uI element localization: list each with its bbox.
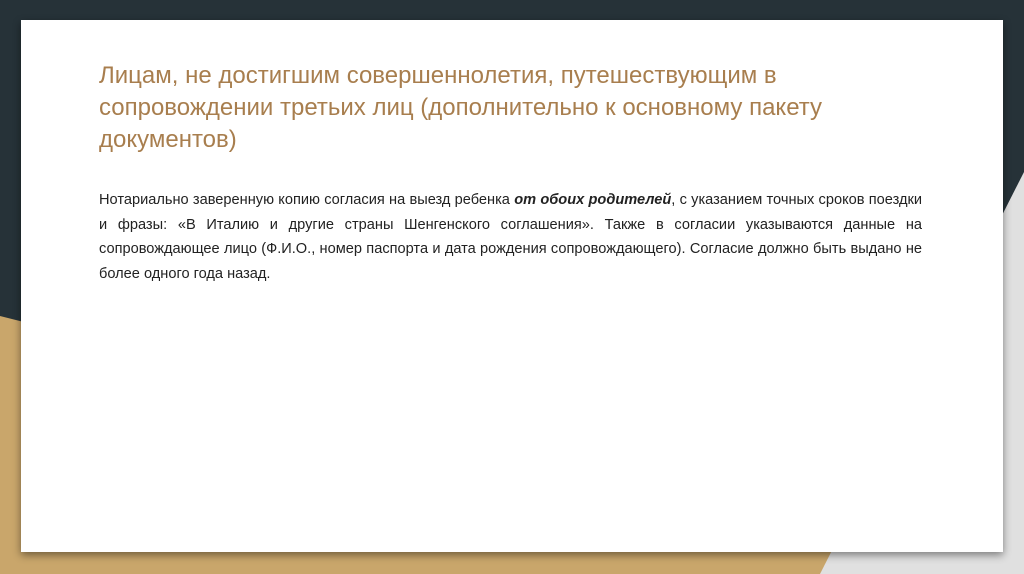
slide-paragraph bbox=[99, 188, 922, 286]
paragraph-emphasis: от обоих родителей bbox=[514, 192, 672, 208]
paragraph-text-start: Нотариально заверенную копию согласия на выезд ребенка bbox=[99, 192, 515, 208]
slide-card bbox=[21, 20, 1003, 552]
paragraph-text-end: , с указанием точных сроков поездки и фразы: «В Италию и другие страны Шенгенского соглашения». Также в согласии указываются данные на сопровождающее лицо (Ф.И.О., номер паспорта и дата рождения сопровождающего). Согласие должно быть выдано не более одного года назад. bbox=[99, 192, 923, 282]
slide-title: Лицам, не достигшим совершеннолетия, путешествующим в сопровождении третьих лиц (дополнительно к основному пакету документов) bbox=[99, 62, 822, 153]
